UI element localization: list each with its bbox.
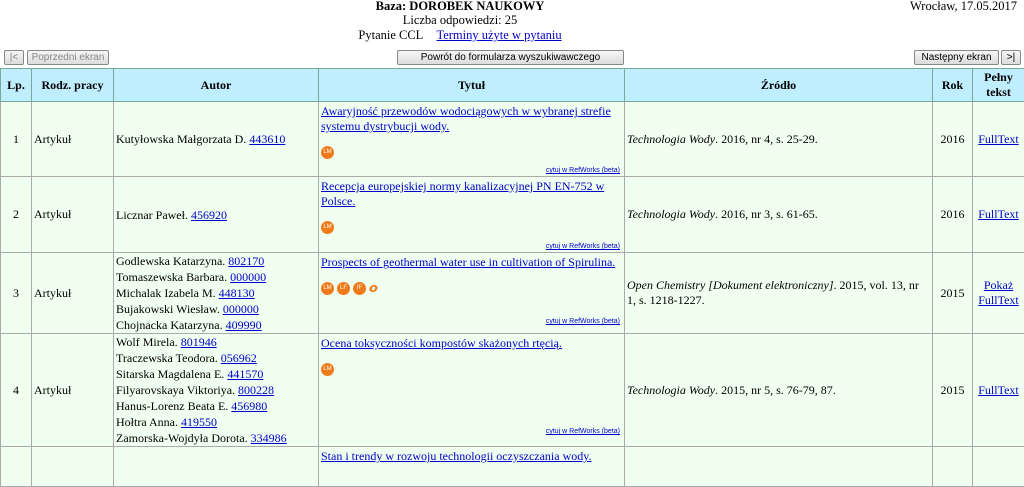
source-journal: Open Chemistry [Dokument elektroniczny] <box>627 278 834 292</box>
authors-cell <box>114 253 319 334</box>
lm-badge-icon[interactable]: LM <box>321 282 334 295</box>
author-entry <box>116 131 316 147</box>
author-name: Kutyłowska Małgorzata D. <box>116 132 246 146</box>
author-entry <box>116 317 316 333</box>
query-terms-link[interactable]: Terminy użyte w pytaniu <box>436 28 561 42</box>
if-badge-icon[interactable]: IF <box>353 282 366 295</box>
publication-type: Artykuł <box>32 334 114 447</box>
open-access-icon[interactable]: 𝞸 <box>369 280 378 296</box>
refworks-cite-link[interactable]: cytuj w RefWorks (beta) <box>546 428 620 435</box>
row-number: 1 <box>1 102 32 177</box>
page-header <box>0 0 1024 46</box>
title-link[interactable]: Awaryjność przewodów wodociągowych w wybranej strefie systemu dystrybucji wody. <box>321 102 622 134</box>
table-row <box>1 334 1024 447</box>
author-name: Michalak Izabela M. <box>116 286 216 300</box>
author-entry <box>116 285 316 301</box>
column-header-fulltext: Pełny tekst <box>973 69 1024 102</box>
author-entry <box>116 334 316 350</box>
author-name: Traczewska Teodora. <box>116 351 218 365</box>
author-id-link[interactable]: 456980 <box>231 399 267 413</box>
column-header-title: Tytuł <box>319 69 625 102</box>
title-link[interactable]: Ocena toksyczności kompostów skażonych rtęcią. <box>321 334 622 351</box>
source-details: . 2015, nr 5, s. 76-79, 87. <box>715 383 836 397</box>
metric-badges <box>321 144 622 159</box>
author-name: Tomaszewska Barbara. <box>116 270 227 284</box>
publication-type: Artykuł <box>32 253 114 334</box>
author-entry <box>116 414 316 430</box>
fulltext-link[interactable]: FullText <box>978 383 1019 397</box>
fulltext-link[interactable]: FullText <box>978 132 1019 146</box>
metric-badges <box>321 361 622 376</box>
author-name: Hołtra Anna. <box>116 415 178 429</box>
lm-badge-icon[interactable]: LM <box>321 363 334 376</box>
database-title: Baza: DOROBEK NAUKOWY <box>0 0 920 14</box>
author-name: Wolf Mirela. <box>116 335 178 349</box>
column-header-type: Rodz. pracy <box>32 69 114 102</box>
lm-badge-icon[interactable]: LM <box>321 146 334 159</box>
publication-year <box>933 447 973 487</box>
author-entry <box>116 398 316 414</box>
title-cell <box>319 177 625 253</box>
row-number <box>1 447 32 487</box>
source-cell <box>625 447 933 487</box>
last-page-button[interactable]: >| <box>1001 50 1021 65</box>
previous-screen-button[interactable]: Poprzedni ekran <box>27 50 109 65</box>
author-id-link[interactable]: 443610 <box>249 132 285 146</box>
publication-year: 2015 <box>933 334 973 447</box>
author-entry <box>116 430 316 446</box>
column-header-lp: Lp. <box>1 69 32 102</box>
author-entry <box>116 253 316 269</box>
authors-cell <box>114 447 319 487</box>
results-table <box>0 68 1024 487</box>
source-journal: Technologia Wody <box>627 207 715 221</box>
source-cell <box>625 177 933 253</box>
refworks-cite-link[interactable]: cytuj w RefWorks (beta) <box>546 318 620 325</box>
source-details: . 2016, nr 4, s. 25-29. <box>715 132 818 146</box>
authors-cell <box>114 334 319 447</box>
fulltext-cell <box>973 102 1024 177</box>
author-id-link[interactable]: 419550 <box>181 415 217 429</box>
column-header-year: Rok <box>933 69 973 102</box>
query-links <box>0 28 920 43</box>
title-link[interactable]: Recepcja europejskiej normy kanalizacyjnej PN EN-752 w Polsce. <box>321 177 622 209</box>
metric-badges <box>321 280 622 296</box>
row-number: 2 <box>1 177 32 253</box>
authors-cell <box>114 177 319 253</box>
source-cell <box>625 253 933 334</box>
fulltext-link[interactable]: FullText <box>978 207 1019 221</box>
title-link[interactable]: Prospects of geothermal water use in cultivation of Spirulina. <box>321 253 622 270</box>
ccl-query-link[interactable]: Pytanie CCL <box>358 28 423 42</box>
fulltext-cell <box>973 334 1024 447</box>
fulltext-link[interactable]: Pokaż <box>984 278 1013 292</box>
fulltext-cell <box>973 177 1024 253</box>
author-name: Zamorska-Wojdyła Dorota. <box>116 431 248 445</box>
author-id-link[interactable]: 441570 <box>227 367 263 381</box>
author-id-link[interactable]: 448130 <box>219 286 255 300</box>
author-name: Filyarovskaya Viktoriya. <box>116 383 235 397</box>
author-id-link[interactable]: 000000 <box>223 302 259 316</box>
next-screen-button[interactable]: Następny ekran <box>914 50 999 65</box>
refworks-cite-link[interactable]: cytuj w RefWorks (beta) <box>546 167 620 174</box>
author-entry <box>116 269 316 285</box>
refworks-cite-link[interactable]: cytuj w RefWorks (beta) <box>546 243 620 250</box>
title-cell <box>319 253 625 334</box>
publication-year: 2016 <box>933 102 973 177</box>
column-header-author: Autor <box>114 69 319 102</box>
author-name: Chojnacka Katarzyna. <box>116 318 223 332</box>
row-number: 3 <box>1 253 32 334</box>
source-details: . 2016, nr 3, s. 61-65. <box>715 207 818 221</box>
author-id-link[interactable]: 800228 <box>238 383 274 397</box>
author-name: Bujakowski Wiesław. <box>116 302 220 316</box>
source-journal: Technologia Wody <box>627 383 715 397</box>
result-count: Liczba odpowiedzi: 25 <box>0 13 920 28</box>
title-cell <box>319 102 625 177</box>
source-details: . 2015, vol. 13, nr 1, s. 1218-1227. <box>627 278 919 307</box>
source-cell <box>625 102 933 177</box>
author-entry <box>116 301 316 317</box>
row-number: 4 <box>1 334 32 447</box>
author-id-link[interactable]: 456920 <box>191 208 227 222</box>
table-row <box>1 447 1024 487</box>
date-location: Wrocław, 17.05.2017 <box>910 0 1017 14</box>
table-row <box>1 177 1024 253</box>
author-name: Hanus-Lorenz Beata E. <box>116 399 228 413</box>
fulltext-link[interactable]: FullText <box>978 293 1019 307</box>
publication-type <box>32 447 114 487</box>
table-row <box>1 253 1024 334</box>
author-entry <box>116 366 316 382</box>
publication-year: 2015 <box>933 253 973 334</box>
author-id-link[interactable]: 000000 <box>230 270 266 284</box>
author-name: Sitarska Magdalena E. <box>116 367 224 381</box>
author-id-link[interactable]: 802170 <box>228 254 264 268</box>
author-id-link[interactable]: 801946 <box>181 335 217 349</box>
table-header-row <box>1 69 1024 102</box>
author-name: Licznar Paweł. <box>116 208 188 222</box>
first-page-button[interactable]: |< <box>4 50 24 65</box>
source-journal: Technologia Wody <box>627 132 715 146</box>
back-to-search-form-button[interactable]: Powrót do formularza wyszukiwawczego <box>397 50 624 65</box>
column-header-source: Źródło <box>625 69 933 102</box>
publication-type: Artykuł <box>32 102 114 177</box>
title-cell <box>319 334 625 447</box>
title-link[interactable]: Stan i trendy w rozwoju technologii oczyszczania wody. <box>321 447 622 464</box>
author-id-link[interactable]: 409990 <box>226 318 262 332</box>
authors-cell <box>114 102 319 177</box>
lm-badge-icon[interactable]: LM <box>321 221 334 234</box>
source-cell <box>625 334 933 447</box>
publication-type: Artykuł <box>32 177 114 253</box>
publication-year: 2016 <box>933 177 973 253</box>
author-entry <box>116 350 316 366</box>
title-cell <box>319 447 625 487</box>
author-id-link[interactable]: 056962 <box>221 351 257 365</box>
metric-badges <box>321 219 622 234</box>
author-entry <box>116 207 316 223</box>
fulltext-cell <box>973 447 1024 487</box>
fulltext-cell <box>973 253 1024 334</box>
author-id-link[interactable]: 334986 <box>251 431 287 445</box>
author-entry <box>116 382 316 398</box>
table-row <box>1 102 1024 177</box>
author-name: Godlewska Katarzyna. <box>116 254 225 268</box>
lf-badge-icon[interactable]: LF <box>337 282 350 295</box>
